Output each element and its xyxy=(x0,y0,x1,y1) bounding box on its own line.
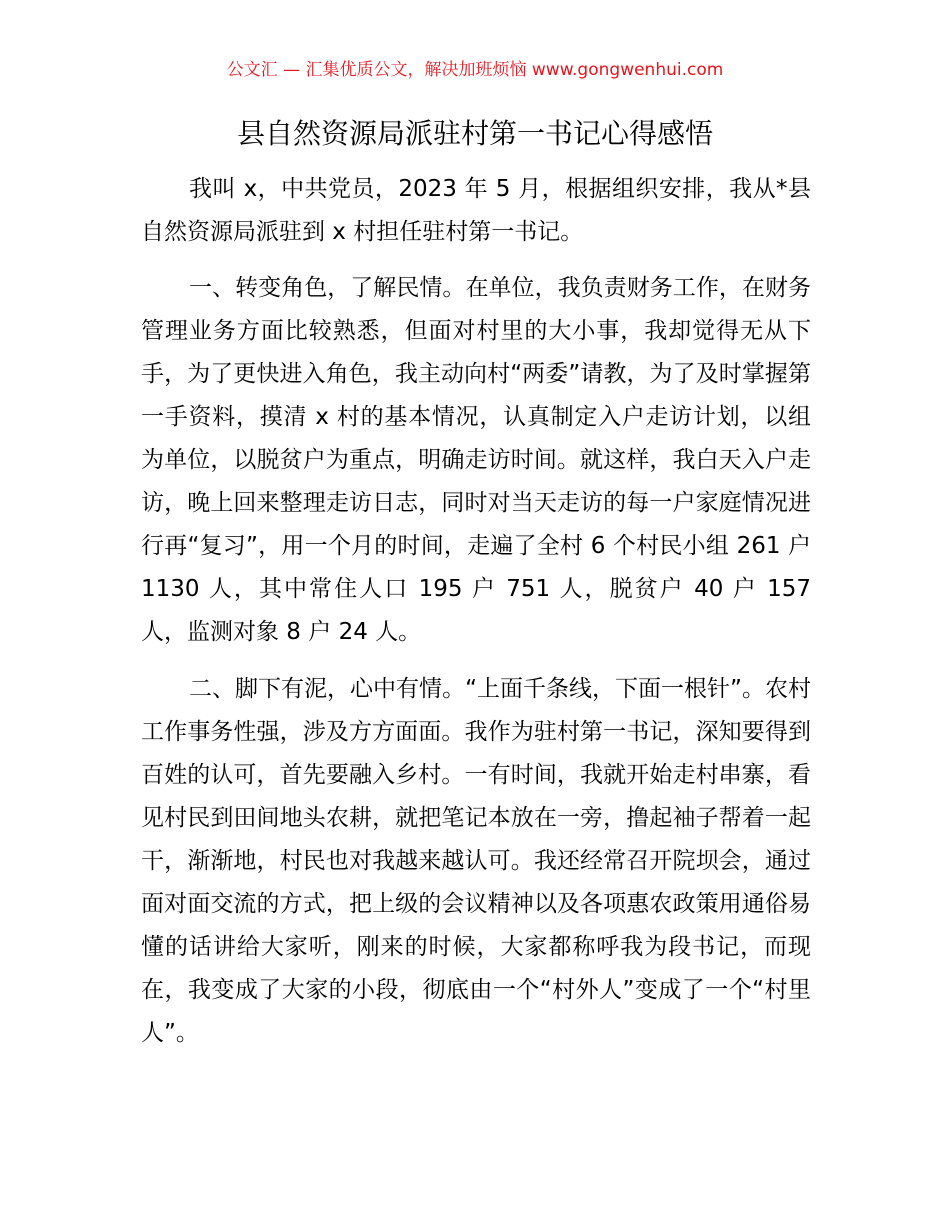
paragraph-section-one: 一、转变角色，了解民情。在单位，我负责财务工作，在财务管理业务方面比较熟悉，但面对村里的大小事，我却觉得无从下手，为了更快进入角色，我主动向村“两委”请教，为了及时掌握第一手资料，摸清 x 村的基本情况，认真制定入户走访计划，以组为单位，以脱贫户为重点，明确走访时间。就这样，我白天入户走访，晚上回来整理走访日志，同时对当天走访的每一户家庭情况进行再“复习”，用一个月的时间，走遍了全村 6 个村民小组 261 户 1130 人，其中常住人口 195 户 751 人，脱贫户 40 户 157 人，监测对象 8 户 24 人。 xyxy=(141,275,811,645)
paragraph-section-two: 二、脚下有泥，心中有情。“上面千条线，下面一根针”。农村工作事务性强，涉及方方面面。我作为驻村第一书记，深知要得到百姓的认可，首先要融入乡村。一有时间，我就开始走村串寨，看见村民到田间地头农耕，就把笔记本放在一旁，撸起袖子帮着一起干，渐渐地，村民也对我越来越认可。我还经常召开院坝会，通过面对面交流的方式，把上级的会议精神以及各项惠农政策用通俗易懂的话讲给大家听，刚来的时候，大家都称呼我为段书记，而现在，我变成了大家的小段，彻底由一个“村外人”变成了一个“村里人”。 xyxy=(141,676,811,1046)
page-title: 县自然资源局派驻村第一书记心得感悟 xyxy=(236,117,713,150)
header-banner[interactable]: 公文汇 — 汇集优质公文，解决加班烦恼 www.gongwenhui.com xyxy=(226,60,724,80)
paragraph-intro: 我叫 x，中共党员，2023 年 5 月，根据组织安排，我从*县自然资源局派驻到 x 村担任驻村第一书记。 xyxy=(141,176,811,245)
